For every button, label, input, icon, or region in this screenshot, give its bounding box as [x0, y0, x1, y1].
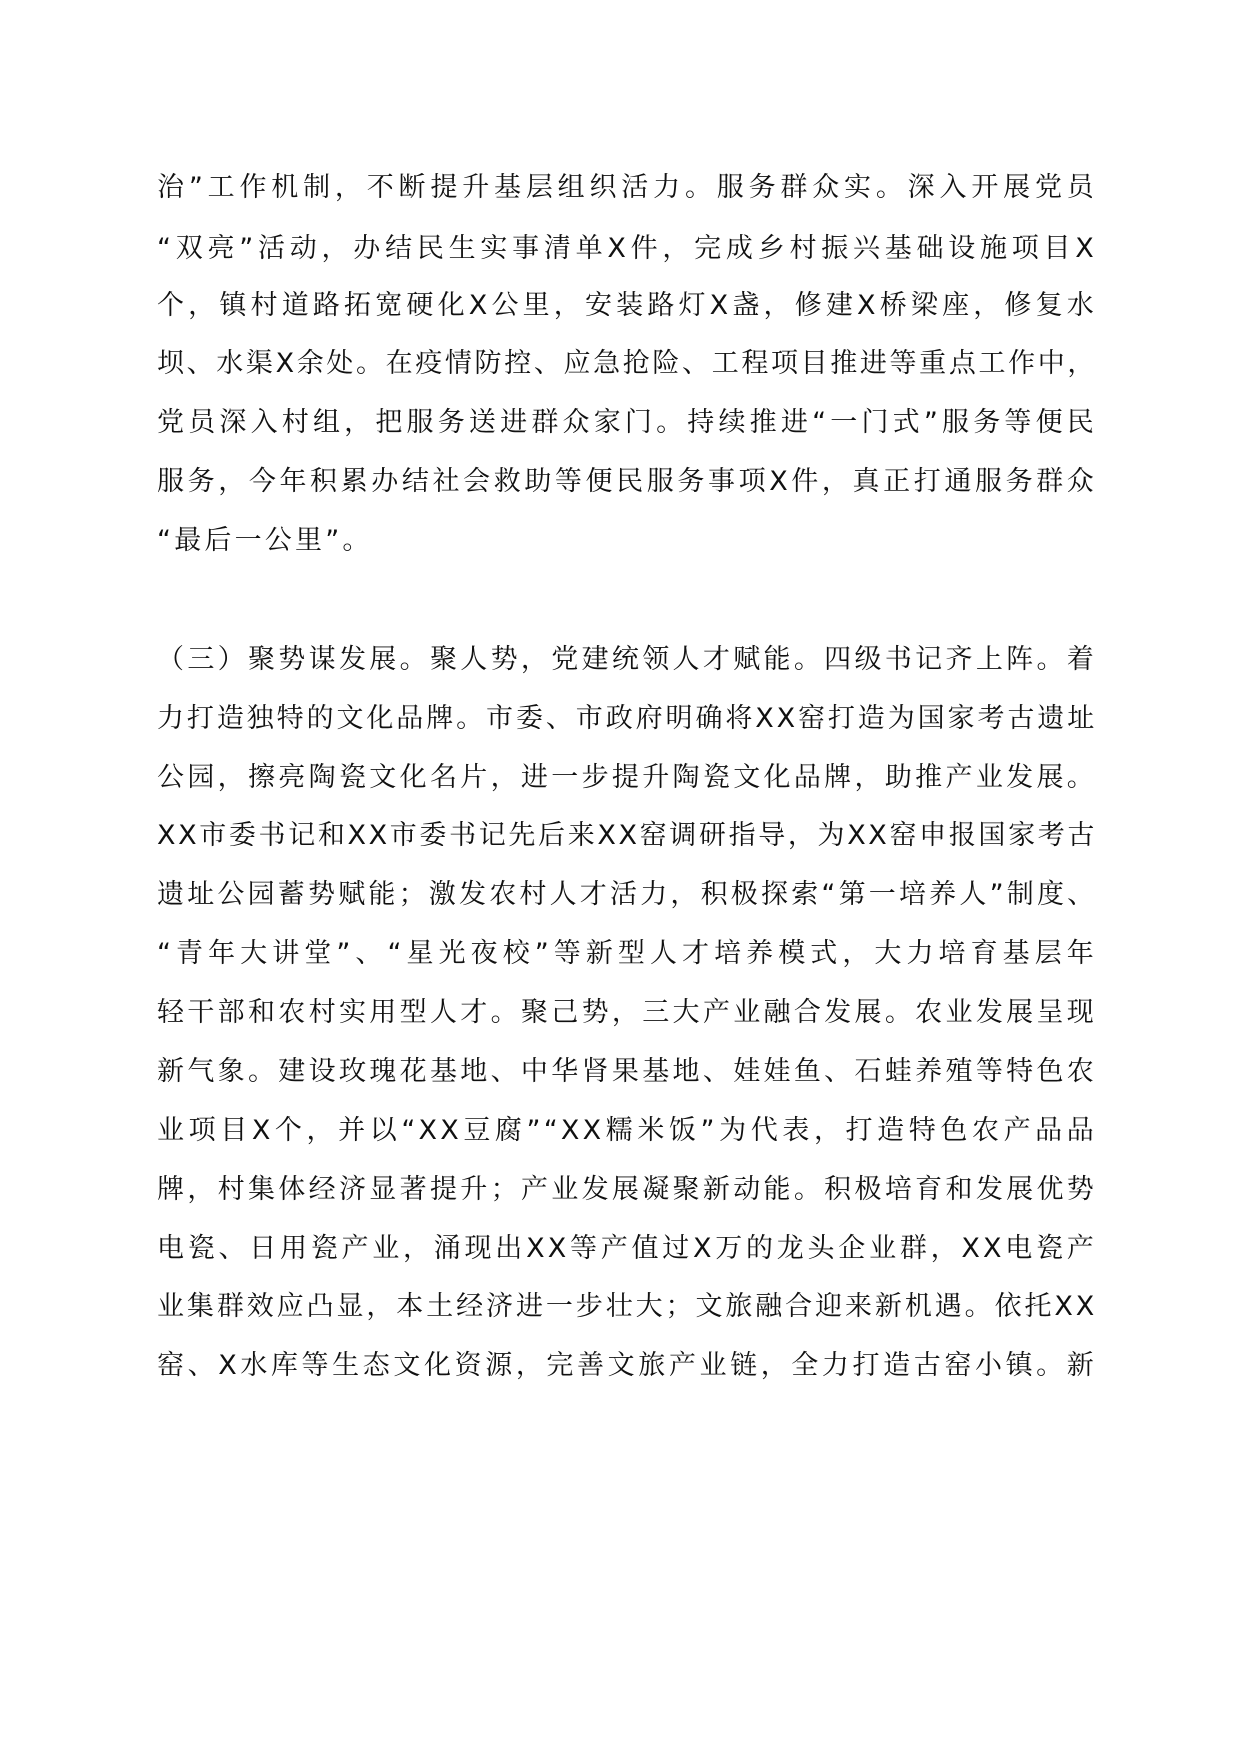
- paragraph-line: 新气象。建设玫瑰花基地、中华肾果基地、娃娃鱼、石蛙养殖等特色农: [157, 1056, 1097, 1087]
- paragraph-line: 公园，擦亮陶瓷文化名片，进一步提升陶瓷文化品牌，助推产业发展。: [157, 762, 1097, 793]
- paragraph-line: XX市委书记和XX市委书记先后来XX窑调研指导，为XX窑申报国家考古: [157, 820, 1097, 851]
- paragraph-line: 遗址公园蓄势赋能；激发农村人才活力，积极探索“第一培养人”制度、: [157, 879, 1098, 910]
- paragraph-line: 党员深入村组，把服务送进群众家门。持续推进“一门式”服务等便民: [157, 407, 1097, 438]
- paragraph-line: 坝、水渠X余处。在疫情防控、应急抢险、工程项目推进等重点工作中，: [157, 348, 1097, 379]
- paragraph-line: 轻干部和农村实用型人才。聚己势，三大产业融合发展。农业发展呈现: [157, 997, 1097, 1028]
- paragraph-line: 治”工作机制，不断提升基层组织活力。服务群众实。深入开展党员: [157, 172, 1097, 203]
- paragraph-line: 窑、X水库等生态文化资源，完善文旅产业链，全力打造古窑小镇。新: [157, 1350, 1097, 1381]
- paragraph-line: “最后一公里”。: [157, 525, 373, 556]
- paragraph-line: 业项目X个，并以“XX豆腐”“XX糯米饭”为代表，打造特色农产品品: [157, 1115, 1097, 1146]
- paragraph-line: “青年大讲堂”、“星光夜校”等新型人才培养模式，大力培育基层年: [157, 938, 1097, 969]
- paragraph-line: 业集群效应凸显，本土经济进一步壮大；文旅融合迎来新机遇。依托XX: [157, 1291, 1097, 1322]
- paragraph-line: （三）聚势谋发展。聚人势，党建统领人才赋能。四级书记齐上阵。着: [157, 644, 1097, 675]
- paragraph-line: 电瓷、日用瓷产业，涌现出XX等产值过X万的龙头企业群，XX电瓷产: [157, 1233, 1097, 1264]
- paragraph-line: 力打造独特的文化品牌。市委、市政府明确将XX窑打造为国家考古遗址: [157, 703, 1097, 734]
- paragraph-line: 个，镇村道路拓宽硬化X公里，安装路灯X盏，修建X桥梁座，修复水: [157, 290, 1097, 321]
- paragraph-line: 服务，今年积累办结社会救助等便民服务事项X件，真正打通服务群众: [157, 466, 1097, 497]
- paragraph-line: “双亮”活动，办结民生实事清单X件，完成乡村振兴基础设施项目X: [157, 233, 1097, 264]
- paragraph-line: 牌，村集体经济显著提升；产业发展凝聚新动能。积极培育和发展优势: [157, 1174, 1097, 1205]
